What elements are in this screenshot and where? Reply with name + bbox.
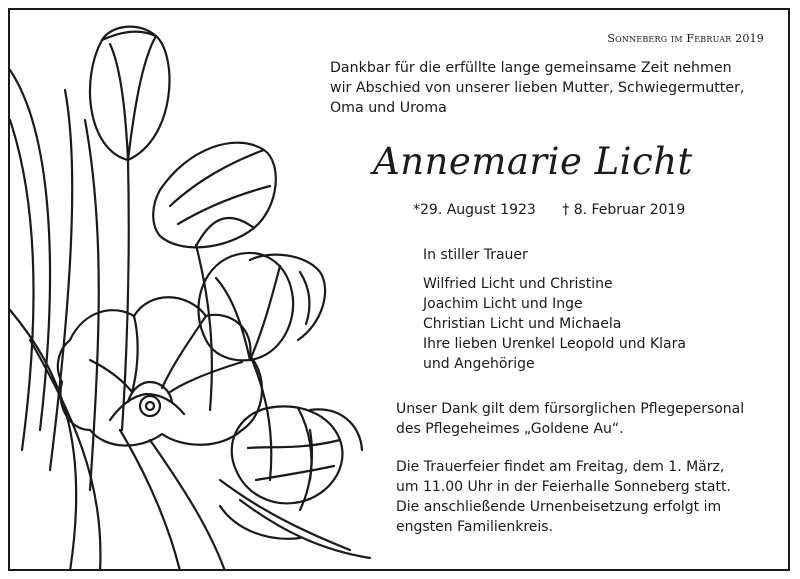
thanks-line: des Pflegeheimes „Goldene Au“. bbox=[396, 421, 624, 437]
place-date-text: Sonneberg im Februar 2019 bbox=[607, 32, 764, 45]
intro-text bbox=[330, 58, 744, 118]
funeral-line: Die Trauerfeier findet am Freitag, dem 1. März, bbox=[396, 459, 725, 475]
mourning-heading: In stiller Trauer bbox=[423, 247, 528, 263]
thanks-line: Unser Dank gilt dem fürsorglichen Pflegepersonal bbox=[396, 401, 745, 417]
thanks-text bbox=[396, 399, 744, 439]
place-and-date-line bbox=[607, 32, 764, 45]
life-dates bbox=[413, 202, 685, 218]
intro-line: Dankbar für die erfüllte lange gemeinsame Zeit nehmen bbox=[330, 60, 732, 76]
funeral-info bbox=[396, 457, 731, 537]
mourner-entry: Wilfried Licht und Christine bbox=[423, 276, 613, 292]
birth-date: *29. August 1923 bbox=[413, 202, 536, 218]
mourner-entry: Ihre lieben Urenkel Leopold und Klara bbox=[423, 336, 686, 352]
intro-line: Oma und Uroma bbox=[330, 100, 447, 116]
mourners-list bbox=[423, 274, 686, 374]
obituary-card bbox=[8, 8, 790, 571]
intro-line: wir Abschied von unserer lieben Mutter, Schwiegermutter, bbox=[330, 80, 745, 96]
mourner-entry: und Angehörige bbox=[423, 356, 535, 372]
funeral-line: um 11.00 Uhr in der Feierhalle Sonneberg statt. bbox=[396, 479, 731, 495]
death-date: † 8. Februar 2019 bbox=[562, 202, 686, 218]
mourner-entry: Christian Licht und Michaela bbox=[423, 316, 622, 332]
mourner-entry: Joachim Licht und Inge bbox=[423, 296, 583, 312]
funeral-line: Die anschließende Urnenbeisetzung erfolgt im bbox=[396, 499, 722, 515]
deceased-name: Annemarie Licht bbox=[373, 140, 693, 183]
funeral-line: engsten Familienkreis. bbox=[396, 519, 554, 535]
